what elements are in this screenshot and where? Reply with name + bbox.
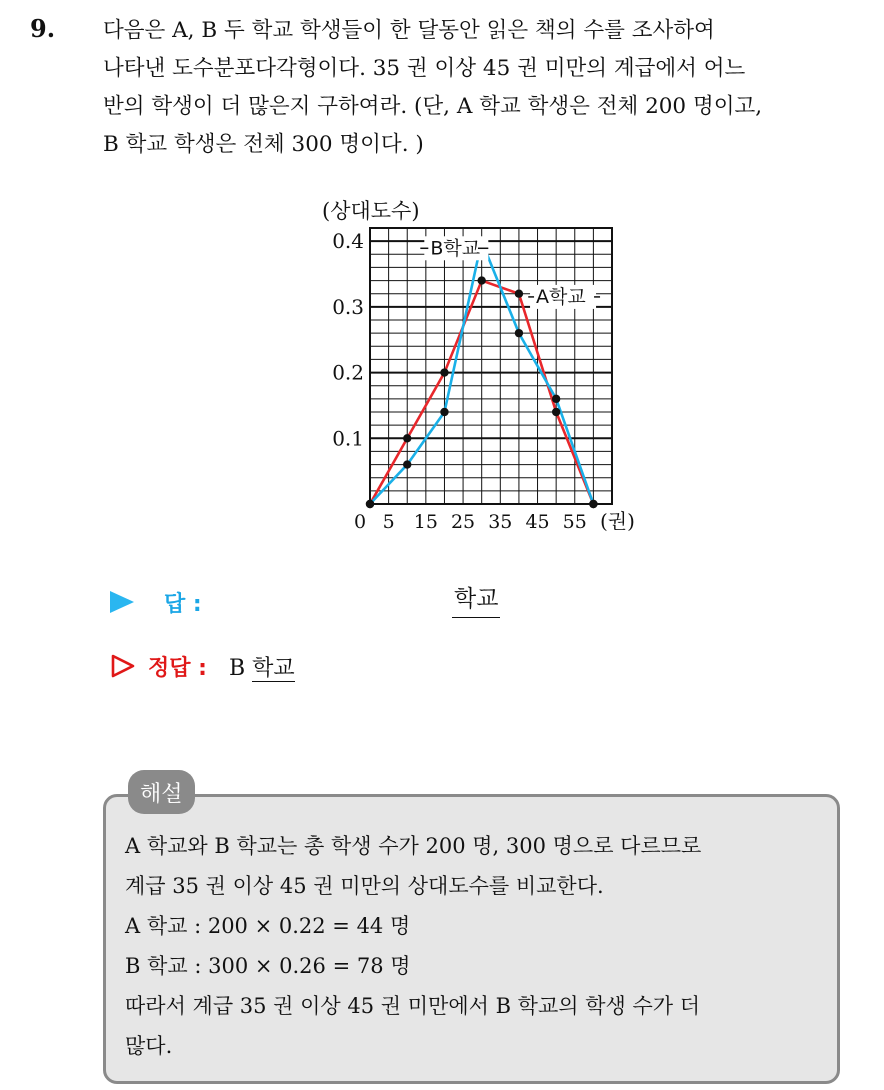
x-tick-label: 45	[525, 511, 550, 533]
correct-answer-row	[110, 646, 295, 686]
x-tick-label: 15	[413, 511, 438, 533]
frequency-polygon-chart	[300, 188, 660, 548]
y-axis-label: (상대도수)	[322, 199, 420, 223]
explanation-line: A 학교 : 200 × 0.22 = 44 명	[125, 914, 411, 938]
question-number: 9.	[30, 14, 56, 43]
correct-answer-value: 학교	[252, 655, 295, 681]
legend-label-a: A학교	[536, 285, 586, 308]
explanation-text	[125, 826, 835, 1066]
explanation-line: 따라서 계급 35 권 이상 45 권 미만에서 B 학교의 학생 수가 더	[125, 994, 700, 1018]
data-point	[552, 395, 560, 403]
correct-answer-prefix: B	[228, 655, 246, 681]
data-point	[366, 500, 374, 508]
answer-value: 학교	[452, 582, 500, 618]
explanation-line: 많다.	[125, 1034, 173, 1058]
x-tick-label: 25	[450, 511, 476, 533]
x-tick-label: 55	[562, 511, 587, 533]
answer-label: 답 :	[164, 591, 202, 617]
answer-row	[110, 582, 202, 622]
data-point	[589, 500, 597, 508]
explanation-line: A 학교와 B 학교는 총 학생 수가 200 명, 300 명으로 다르므로	[125, 834, 702, 858]
data-point	[515, 329, 523, 337]
explanation-line: B 학교 : 300 × 0.26 = 78 명	[125, 954, 411, 978]
correct-answer-text	[229, 651, 295, 682]
explanation-tag: 해설	[128, 770, 195, 814]
question-text	[103, 12, 868, 164]
chart-legend	[420, 236, 600, 309]
x-tick-label: 0	[353, 511, 367, 533]
outline-triangle-icon	[110, 653, 136, 679]
y-tick-label: 0.2	[332, 360, 364, 385]
question-line: B 학교 학생은 전체 300 명이다. )	[103, 132, 424, 157]
x-tick-label: 5	[382, 511, 395, 533]
data-point	[440, 408, 448, 416]
explanation-line: 계급 35 권 이상 45 권 미만의 상대도수를 비교한다.	[125, 874, 604, 898]
legend-label-b: B학교	[430, 237, 481, 260]
x-axis-label: (권)	[600, 509, 635, 533]
question-line: 반의 학생이 더 많은지 구하여라. (단, A 학교 학생은 전체 200 명이고,	[103, 94, 763, 119]
question-line: 다음은 A, B 두 학교 학생들이 한 달동안 읽은 책의 수를 조사하여	[103, 18, 715, 43]
question-line: 나타낸 도수분포다각형이다. 35 권 이상 45 권 미만의 계급에서 어느	[103, 56, 746, 81]
data-point	[440, 368, 448, 376]
y-tick-label: 0.4	[332, 229, 364, 254]
correct-answer-label: 정답 :	[148, 655, 207, 681]
data-point	[477, 276, 485, 284]
data-point	[552, 408, 560, 416]
data-point	[403, 434, 411, 442]
x-tick-label: 35	[488, 511, 513, 533]
y-ticks	[332, 229, 364, 450]
play-triangle-icon	[110, 591, 134, 613]
x-ticks	[354, 511, 587, 533]
y-tick-label: 0.1	[332, 426, 364, 451]
y-tick-label: 0.3	[332, 294, 364, 319]
data-point	[515, 290, 523, 298]
data-point	[403, 460, 411, 468]
